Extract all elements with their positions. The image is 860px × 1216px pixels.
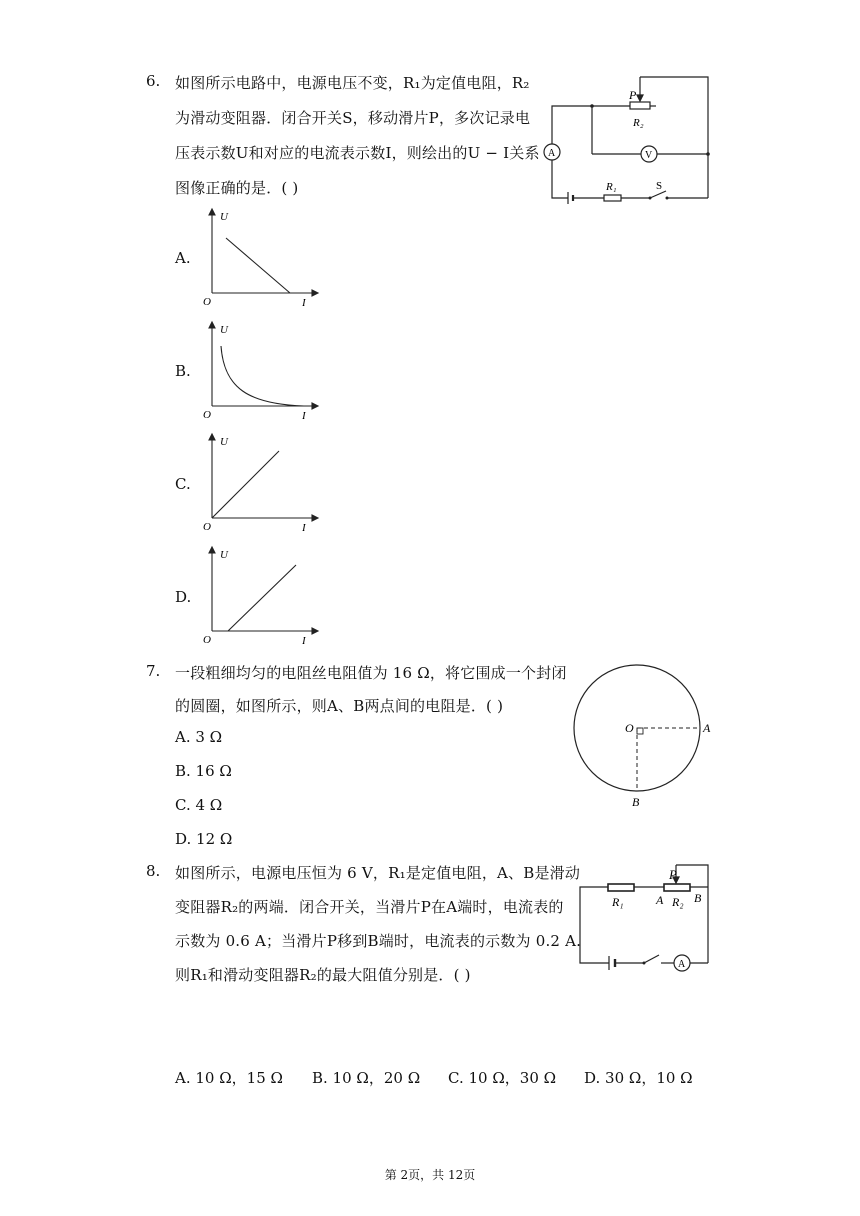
q6-line-2: 为滑动变阻器．闭合开关S，移动滑片P，多次记录电 — [175, 109, 531, 127]
q8-line-1: 如图所示，电源电压恒为 6 V，R₁是定值电阻，A、B是滑动 — [175, 864, 581, 882]
page-footer: 第 2页，共 12页 — [384, 1168, 476, 1182]
q6-label-s: S — [656, 180, 663, 192]
q7-label-o: O — [625, 721, 634, 735]
q6a-origin: O — [203, 296, 211, 307]
q6-option-d-graph — [200, 543, 320, 645]
q8-option-d: D. 30 Ω，10 Ω — [584, 1069, 693, 1087]
q6-label-ammeter: A — [548, 148, 556, 159]
q7-line-2: 的圆圈，如图所示，则A、B两点间的电阻是．( ) — [175, 697, 504, 715]
q6b-axis-u: U — [220, 324, 228, 336]
q8-number: 8. — [146, 862, 161, 880]
q6d-axis-i: I — [302, 635, 306, 645]
q6d-axis-u: U — [220, 549, 228, 561]
q6-option-c-graph — [200, 430, 320, 532]
q6-option-c-label: C. — [175, 475, 191, 493]
q6c-origin: O — [203, 521, 211, 532]
q8-label-r1: R₁ — [612, 895, 624, 909]
q8-label-p: P — [669, 867, 677, 882]
q6c-axis-i: I — [302, 522, 306, 532]
q8-label-ammeter: A — [678, 959, 686, 970]
q8-line-2: 变阻器R₂的两端．闭合开关，当滑片P在A端时，电流表的 — [175, 898, 564, 916]
q8-label-b: B — [694, 891, 702, 905]
q8-label-a: A — [656, 893, 664, 907]
q6b-axis-i: I — [302, 410, 306, 420]
q6a-axis-i: I — [302, 297, 306, 307]
q6-label-p: P — [629, 88, 637, 102]
q7-line-1: 一段粗细均匀的电阻丝电阻值为 16 Ω，将它围成一个封闭 — [175, 664, 567, 682]
q7-option-d: D. 12 Ω — [175, 830, 233, 848]
q6-line-1: 如图所示电路中，电源电压不变，R₁为定值电阻，R₂ — [175, 74, 530, 92]
q6-label-r1: R₁ — [606, 181, 617, 193]
q8-option-c: C. 10 Ω，30 Ω — [448, 1069, 557, 1087]
q6-circuit-diagram — [538, 72, 718, 207]
q8-label-r2: R₂ — [672, 895, 684, 909]
q6c-axis-u: U — [220, 436, 228, 448]
q6-label-voltmeter: V — [645, 150, 653, 161]
q6-number: 6. — [146, 72, 161, 90]
q6-line-3: 压表示数U和对应的电流表示数I，则绘出的U − I关系 — [175, 144, 540, 162]
q7-option-b: B. 16 Ω — [175, 762, 232, 780]
q7-number: 7. — [146, 662, 161, 680]
q7-label-a: A — [703, 721, 711, 735]
q7-option-a: A. 3 Ω — [175, 728, 223, 746]
q6-option-a-label: A. — [175, 249, 191, 267]
q8-line-3: 示数为 0.6 A；当滑片P移到B端时，电流表的示数为 0.2 A. — [175, 932, 582, 950]
q7-label-b: B — [632, 795, 640, 809]
q7-circle-diagram — [566, 655, 721, 810]
q6b-origin: O — [203, 409, 211, 420]
q8-option-b: B. 10 Ω，20 Ω — [312, 1069, 421, 1087]
q6-option-b-graph — [200, 318, 320, 420]
q8-line-4: 则R₁和滑动变阻器R₂的最大阻值分别是．( ) — [175, 966, 471, 984]
q6-option-d-label: D. — [175, 588, 192, 606]
q6-option-a-graph — [200, 205, 320, 307]
q8-circuit-diagram — [574, 860, 719, 975]
q6-label-r2: R₂ — [633, 117, 644, 129]
q6a-axis-u: U — [220, 211, 228, 223]
q6d-origin: O — [203, 634, 211, 645]
q8-option-a: A. 10 Ω，15 Ω — [175, 1069, 283, 1087]
q6-line-4: 图像正确的是．( ) — [175, 179, 299, 197]
q6-option-b-label: B. — [175, 362, 191, 380]
q7-option-c: C. 4 Ω — [175, 796, 223, 814]
